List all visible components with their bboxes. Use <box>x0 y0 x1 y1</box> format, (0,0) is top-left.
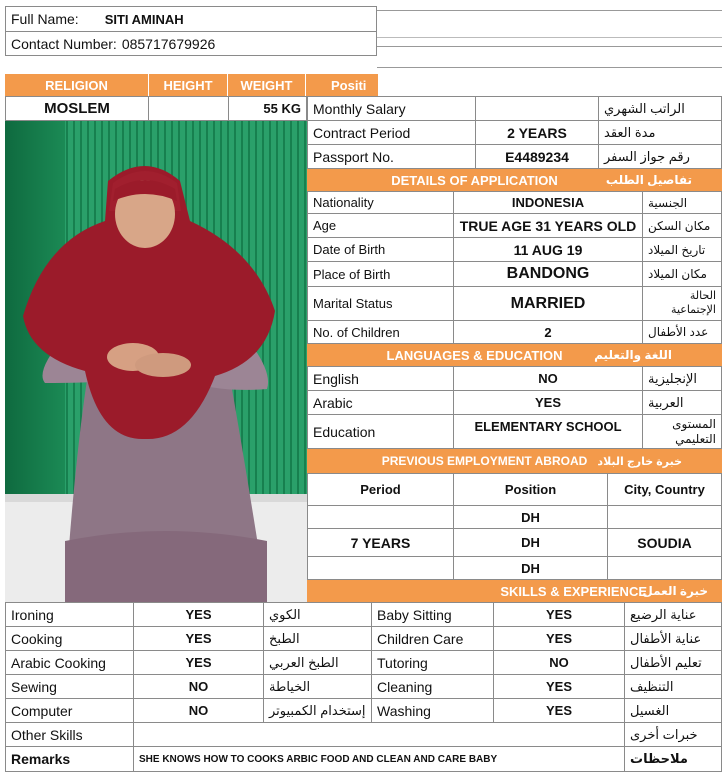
religion-value: MOSLEM <box>5 96 149 121</box>
emp-row-2-country: SOUDIA <box>607 528 722 557</box>
skill-washing-ar: الغسيل <box>624 698 722 723</box>
skill-cooking-value: YES <box>133 626 264 651</box>
position-col-header: Position <box>453 473 608 506</box>
nationality-ar: الجنسية <box>642 191 722 214</box>
monthly-salary-ar: الراتب الشهري <box>598 96 722 121</box>
english-value: NO <box>453 366 643 391</box>
marital-value: MARRIED <box>453 286 643 321</box>
arabic-label: Arabic <box>307 390 454 415</box>
full-name-label: Full Name: <box>11 11 79 27</box>
languages-section-header: LANGUAGES & EDUCATION اللغة والتعليم <box>307 344 722 366</box>
skill-childrencare-ar: عناية الأطفال <box>624 626 722 651</box>
skill-computer-label: Computer <box>5 698 134 723</box>
height-header: HEIGHT <box>149 74 228 96</box>
education-label: Education <box>307 414 454 449</box>
emp-row-3-country <box>607 556 722 580</box>
emp-row-3-period <box>307 556 454 580</box>
skill-arabiccooking-value: YES <box>133 650 264 675</box>
remarks-label: Remarks <box>5 746 134 772</box>
remarks-value: SHE KNOWS HOW TO COOKS ARBIC FOOD AND CLEAN AND CARE BABY <box>133 746 625 772</box>
passport-ar: رقم جواز السفر <box>598 144 722 169</box>
skill-babysitting-label: Baby Sitting <box>371 602 494 627</box>
skills-section-header: SKILLS & EXPERIENCE خبرة العمل <box>307 580 722 602</box>
skill-cooking-label: Cooking <box>5 626 134 651</box>
pob-ar: مكان الميلاد <box>642 261 722 287</box>
country-header: City, Country <box>607 473 722 506</box>
scan-strip <box>377 46 722 68</box>
skill-babysitting-ar: عناية الرضيع <box>624 602 722 627</box>
dob-label: Date of Birth <box>307 237 454 262</box>
skill-arabiccooking-ar: الطبخ العربي <box>263 650 372 675</box>
full-name-row <box>5 6 377 32</box>
monthly-salary-label: Monthly Salary <box>307 96 476 121</box>
contact-label: Contact Number: <box>11 35 117 52</box>
pob-value: BANDONG <box>453 261 643 287</box>
marital-label: Marital Status <box>307 286 454 321</box>
position-header: Positi <box>306 74 378 96</box>
skill-tutoring-value: NO <box>493 650 625 675</box>
emp-row-2-position: DH <box>453 528 608 557</box>
height-value <box>148 96 229 121</box>
arabic-value: YES <box>453 390 643 415</box>
skill-computer-ar: إستخدام الكمبيوتر <box>263 698 372 723</box>
skill-childrencare-label: Children Care <box>371 626 494 651</box>
dob-ar: تاريخ الميلاد <box>642 237 722 262</box>
skill-ironing-ar: الكوي <box>263 602 372 627</box>
skill-cleaning-value: YES <box>493 674 625 699</box>
employment-section-header: PREVIOUS EMPLOYMENT ABROAD خبرة خارج البلاد <box>307 449 722 473</box>
details-section-header: DETAILS OF APPLICATION تفاصيل الطلب <box>307 169 722 191</box>
contract-period-ar: مدة العقد <box>598 120 722 145</box>
marital-ar: الحالة الإجتماعية <box>642 286 722 321</box>
remarks-ar: ملاحظات <box>624 746 722 772</box>
passport-label: Passport No. <box>307 144 476 169</box>
arabic-ar: العربية <box>642 390 722 415</box>
contract-period-value: 2 YEARS <box>475 120 599 145</box>
monthly-salary-value <box>475 96 599 121</box>
period-header: Period <box>307 473 454 506</box>
english-label: English <box>307 366 454 391</box>
emp-row-3-position: DH <box>453 556 608 580</box>
children-value: 2 <box>453 320 643 344</box>
emp-row-1-period <box>307 505 454 529</box>
religion-header: RELIGION <box>5 74 149 96</box>
contact-value: 085717679926 <box>121 35 216 52</box>
age-ar: مكان السكن <box>642 213 722 238</box>
contract-period-label: Contract Period <box>307 120 476 145</box>
scan-strip <box>377 10 722 38</box>
skill-cleaning-label: Cleaning <box>371 674 494 699</box>
skill-cleaning-ar: التنظيف <box>624 674 722 699</box>
skill-cooking-ar: الطبخ <box>263 626 372 651</box>
applicant-photo <box>5 121 307 602</box>
passport-value: E4489234 <box>475 144 599 169</box>
nationality-value: INDONESIA <box>453 191 643 214</box>
other-skills-ar: خبرات أخرى <box>624 722 722 747</box>
skill-tutoring-ar: تعليم الأطفال <box>624 650 722 675</box>
dob-value: 11 AUG 19 <box>453 237 643 262</box>
skill-ironing-label: Ironing <box>5 602 134 627</box>
contact-row <box>5 31 377 56</box>
age-value: TRUE AGE 31 YEARS OLD <box>453 213 643 238</box>
emp-row-1-country <box>607 505 722 529</box>
emp-row-2-period: 7 YEARS <box>307 528 454 557</box>
children-ar: عدد الأطفال <box>642 320 722 344</box>
full-name-value: SITI AMINAH <box>104 11 184 27</box>
skill-washing-value: YES <box>493 698 625 723</box>
skill-washing-label: Washing <box>371 698 494 723</box>
skill-childrencare-value: YES <box>493 626 625 651</box>
other-skills-value <box>133 722 625 747</box>
skill-tutoring-label: Tutoring <box>371 650 494 675</box>
skill-computer-value: NO <box>133 698 264 723</box>
emp-row-1-position: DH <box>453 505 608 529</box>
skill-sewing-label: Sewing <box>5 674 134 699</box>
skill-sewing-value: NO <box>133 674 264 699</box>
weight-value: 55 KG <box>228 96 307 121</box>
education-ar: المستوى التعليمي <box>642 414 722 449</box>
skill-sewing-ar: الخياطة <box>263 674 372 699</box>
children-label: No. of Children <box>307 320 454 344</box>
weight-header: WEIGHT <box>228 74 306 96</box>
english-ar: الإنجليزية <box>642 366 722 391</box>
nationality-label: Nationality <box>307 191 454 214</box>
skill-ironing-value: YES <box>133 602 264 627</box>
education-value: ELEMENTARY SCHOOL <box>453 414 643 449</box>
applicant-figure <box>5 121 307 602</box>
skill-arabiccooking-label: Arabic Cooking <box>5 650 134 675</box>
other-skills-label: Other Skills <box>5 722 134 747</box>
pob-label: Place of Birth <box>307 261 454 287</box>
skill-babysitting-value: YES <box>493 602 625 627</box>
age-label: Age <box>307 213 454 238</box>
